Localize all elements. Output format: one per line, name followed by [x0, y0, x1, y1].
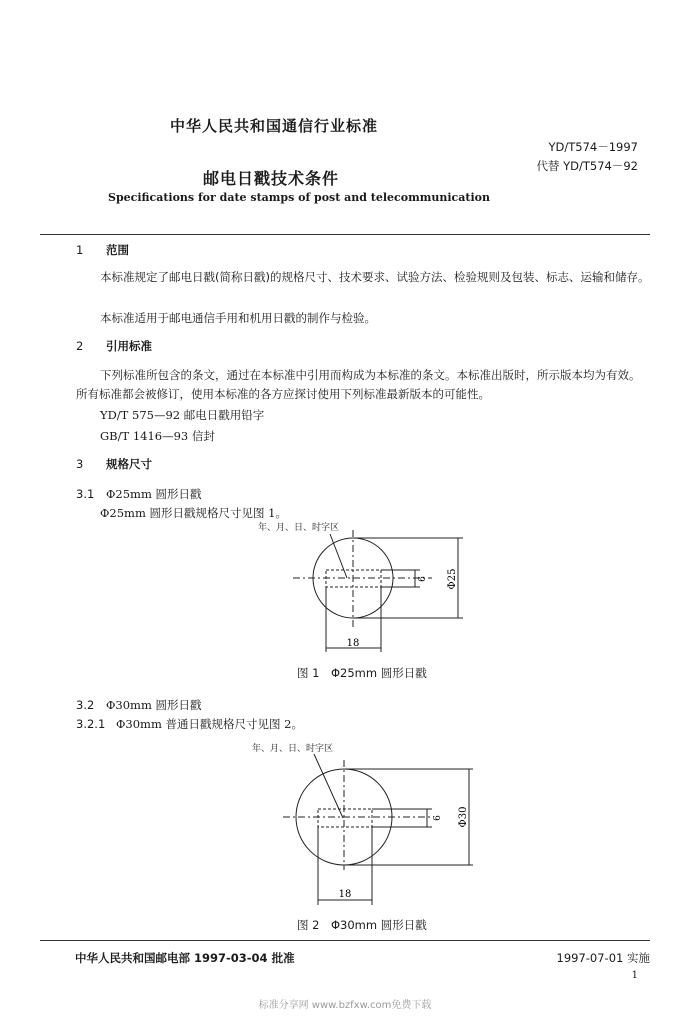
document-title: 邮电日戳技术条件 [203, 169, 340, 188]
section-3-1-title: Φ25mm 圆形日戳 [106, 487, 202, 501]
section-3-1-number: 3.1 [76, 487, 95, 501]
figure-1-dim-width: 18 [346, 638, 360, 649]
figure-2-leader-line [314, 754, 343, 818]
figure-2-dim-diameter: Φ30 [458, 806, 469, 828]
section-3-title: 规格尺寸 [106, 457, 152, 471]
section-2-title: 引用标准 [106, 339, 152, 353]
section-3-number: 3 [76, 457, 84, 471]
section-1-title: 范围 [106, 243, 129, 257]
section-3-2-number: 3.2 [76, 698, 95, 712]
page-number: 1 [631, 970, 638, 981]
figure-2-caption: 图 2 Φ30mm 圆形日戳 [297, 918, 427, 932]
section-1-paragraph-1: 本标准规定了邮电日戳(简称日戳)的规格尺寸、技术要求、试验方法、检验规则及包装、标志、运输和储存。 [100, 270, 650, 284]
section-3-1-text: Φ25mm 圆形日戳规格尺寸见图 1。 [100, 506, 287, 520]
industry-standard-heading: 中华人民共和国通信行业标准 [170, 117, 379, 135]
figure-2-dim-height: 6 [433, 815, 443, 821]
footer-effective-date: 1997-07-01 实施 [556, 951, 650, 965]
figure-1-caption: 图 1 Φ25mm 圆形日戳 [297, 666, 427, 680]
section-1-number: 1 [76, 243, 84, 257]
footer-divider [40, 940, 650, 941]
footer-issuer: 中华人民共和国邮电部 1997-03-04 批准 [75, 951, 295, 965]
section-3-2-1-number: 3.2.1 [76, 717, 106, 731]
figure-2-callout: 年、月、日、时字区 [252, 744, 334, 754]
document-subtitle: Specifications for date stamps of post and telecommunication [108, 191, 490, 204]
watermark: 标准分享网 www.bzfxw.com免费下载 [258, 1000, 432, 1011]
figure-1-dim-height: 6 [418, 576, 428, 582]
figure-1-dim-diameter: Φ25 [447, 568, 458, 590]
section-3-2-title: Φ30mm 圆形日戳 [106, 698, 202, 712]
reference-1: YD/T 575—92 邮电日戳用铅字 [100, 408, 265, 422]
section-1-paragraph-2: 本标准适用于邮电通信手用和机用日戳的制作与检验。 [100, 311, 376, 325]
section-2-paragraph-1: 下列标准所包含的条文，通过在本标准中引用而构成为本标准的条文。本标准出版时，所示版本均为有效。所有标准都会被修订，使用本标准的各方应探讨使用下列标准最新版本的可能性。 [76, 368, 641, 401]
figure-2-text-zone [318, 809, 372, 827]
figure-2-dim-width: 18 [338, 889, 352, 900]
replaces-code: 代替 YD/T574－92 [536, 159, 638, 173]
standard-code: YD/T574－1997 [548, 140, 638, 154]
section-2-number: 2 [76, 339, 84, 353]
reference-2: GB/T 1416—93 信封 [100, 429, 215, 443]
section-3-2-1-text: Φ30mm 普通日戳规格尺寸见图 2。 [116, 717, 303, 731]
figure-1-callout: 年、月、日、时字区 [258, 523, 340, 533]
